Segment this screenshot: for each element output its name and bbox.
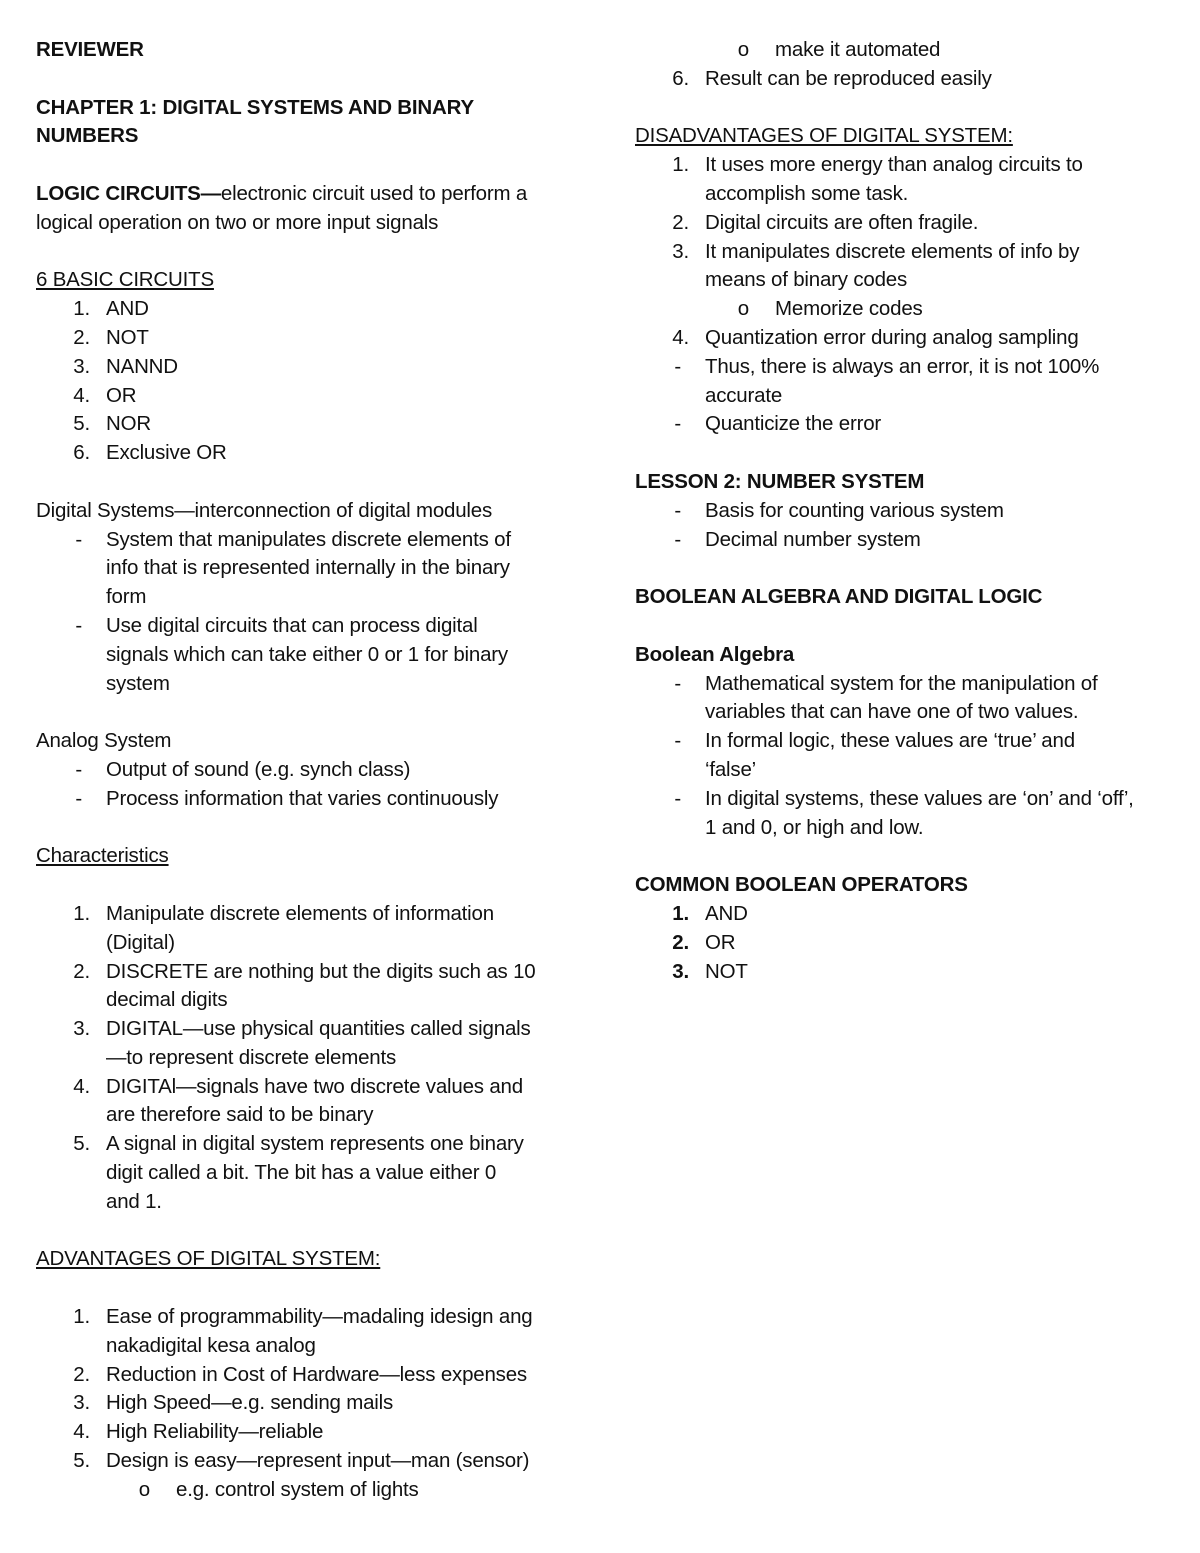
logic-circuits-definition (36, 180, 576, 209)
list-line: A signal in digital system represents one binary (106, 1132, 524, 1156)
bullet-item (635, 727, 1180, 785)
list-number: 2. (73, 1362, 90, 1386)
bullet-line: signals which can take either 0 or 1 for binary (106, 642, 508, 666)
bullet-marker: - (75, 613, 82, 637)
bullet-line: accurate (705, 383, 783, 407)
list-text: AND (106, 297, 149, 321)
list-text (106, 958, 576, 1016)
list-item (635, 65, 1180, 94)
logic-circuits-term: LOGIC CIRCUITS— (36, 181, 221, 205)
bullet-line: In formal logic, these values are ‘true’ and (705, 729, 1075, 753)
list-item (635, 958, 1180, 987)
list-text: Digital circuits are often fragile. (705, 210, 979, 234)
list-item (36, 958, 576, 1016)
sub-list-text: e.g. control system of lights (176, 1477, 419, 1501)
list-number: 3. (672, 959, 689, 983)
boolean-algebra-heading: BOOLEAN ALGEBRA AND DIGITAL LOGIC (635, 585, 1043, 609)
list-line: DIGITAL—use physical quantities called signals (106, 1017, 531, 1041)
list-item (36, 353, 576, 382)
bullet-line: system (106, 671, 170, 695)
list-line: are therefore said to be binary (106, 1103, 374, 1127)
bullet-text: Output of sound (e.g. synch class) (106, 757, 411, 781)
list-number: 1. (672, 901, 689, 925)
list-item (36, 1447, 576, 1476)
bullet-text (106, 612, 576, 698)
list-number: 4. (73, 1420, 90, 1444)
bullet-marker: - (75, 786, 82, 810)
bullet-marker: - (674, 498, 681, 522)
bullet-line: ‘false’ (705, 757, 757, 781)
list-item (36, 1303, 576, 1361)
analog-system-heading: Analog System (36, 729, 172, 753)
list-number: 3. (73, 1391, 90, 1415)
list-number: 3. (73, 354, 90, 378)
list-number: 1. (672, 153, 689, 177)
list-text: OR (106, 383, 137, 407)
list-item (635, 929, 1180, 958)
list-text: Exclusive OR (106, 441, 227, 465)
list-number: 1. (73, 297, 90, 321)
bullet-item (36, 785, 576, 814)
list-text: Design is easy—represent input—man (sensor) (106, 1449, 530, 1473)
list-item (36, 900, 576, 958)
list-number: 2. (73, 959, 90, 983)
bullet-marker: - (674, 729, 681, 753)
bullet-text (705, 670, 1180, 728)
list-line: and 1. (106, 1189, 162, 1213)
list-line: Ease of programmability—madaling idesign ang (106, 1305, 533, 1329)
lesson2-heading: LESSON 2: NUMBER SYSTEM (635, 469, 925, 493)
basic-circuits-heading: 6 BASIC CIRCUITS (36, 268, 214, 292)
list-item (36, 295, 576, 324)
list-item (635, 324, 1180, 353)
list-item (635, 151, 1180, 209)
list-text (106, 1130, 576, 1216)
list-text (106, 1303, 576, 1361)
bullet-item (635, 670, 1180, 728)
list-number: 6. (73, 441, 90, 465)
list-item (36, 382, 576, 411)
bullet-item (635, 526, 1180, 555)
bullet-text (705, 353, 1180, 411)
bullet-item (635, 785, 1180, 843)
bullet-marker: - (75, 757, 82, 781)
list-item (36, 439, 576, 468)
bullet-text: Quanticize the error (705, 412, 882, 436)
list-number: 4. (73, 383, 90, 407)
list-number: 2. (672, 210, 689, 234)
list-number: 6. (672, 66, 689, 90)
list-text: NOT (705, 959, 748, 983)
bullet-line: 1 and 0, or high and low. (705, 815, 924, 839)
chapter-heading: CHAPTER 1: DIGITAL SYSTEMS AND BINARY NUMBERS (36, 95, 474, 148)
list-number: 5. (73, 1132, 90, 1156)
list-number: 4. (73, 1074, 90, 1098)
bullet-text: Process information that varies continuously (106, 786, 499, 810)
list-text: Quantization error during analog sampling (705, 325, 1079, 349)
list-number: 3. (672, 239, 689, 263)
list-item (635, 238, 1180, 296)
list-line: It uses more energy than analog circuits to (705, 153, 1083, 177)
list-item (635, 209, 1180, 238)
sub-bullet-marker: o (737, 38, 749, 61)
list-number: 5. (73, 1449, 90, 1473)
list-item (36, 1015, 576, 1073)
list-number: 2. (672, 930, 689, 954)
list-item (36, 1130, 576, 1216)
bullet-marker: - (674, 786, 681, 810)
list-number: 3. (73, 1017, 90, 1041)
list-text: OR (705, 930, 736, 954)
list-text: High Reliability—reliable (106, 1420, 324, 1444)
boolean-algebra-subheading: Boolean Algebra (635, 642, 795, 666)
list-text (106, 900, 576, 958)
list-line: decimal digits (106, 988, 228, 1012)
bullet-text (705, 727, 1180, 785)
bullet-item (635, 353, 1180, 411)
sub-bullet-marker: o (737, 297, 749, 321)
bullet-marker: - (674, 354, 681, 378)
bullet-item (36, 756, 576, 785)
logic-circuits-def-line2: logical operation on two or more input signals (36, 210, 439, 234)
list-text (106, 1015, 576, 1073)
bullet-line: Use digital circuits that can process digital (106, 613, 478, 637)
list-line: —to represent discrete elements (106, 1045, 397, 1069)
list-item (36, 1361, 576, 1390)
list-line: Manipulate discrete elements of information (106, 901, 494, 925)
bullet-text: Basis for counting various system (705, 498, 1004, 522)
list-number: 4. (672, 325, 689, 349)
list-text: NOR (106, 412, 151, 436)
list-item (36, 410, 576, 439)
reviewer-title: REVIEWER (36, 38, 144, 61)
bullet-line: System that manipulates discrete elements of (106, 527, 511, 551)
list-line: DISCRETE are nothing but the digits such as 10 (106, 959, 536, 983)
sub-list-item (635, 36, 1180, 65)
list-text: Result can be reproduced easily (705, 66, 992, 90)
list-item (36, 1418, 576, 1447)
bullet-item (36, 612, 576, 698)
list-line: DIGITAl—signals have two discrete values and (106, 1074, 523, 1098)
list-number: 2. (73, 325, 90, 349)
list-text (705, 151, 1180, 209)
list-line: means of binary codes (705, 268, 908, 292)
bullet-line: Thus, there is always an error, it is not 100% (705, 354, 1100, 378)
list-text (705, 238, 1180, 296)
list-line: digit called a bit. The bit has a value either 0 (106, 1161, 497, 1185)
sub-list-item (36, 1476, 576, 1505)
list-item (635, 900, 1180, 929)
bullet-text (705, 785, 1180, 843)
advantages-heading: ADVANTAGES OF DIGITAL SYSTEM: (36, 1247, 381, 1271)
basic-circuits-list (36, 295, 576, 468)
bullet-item (635, 410, 1180, 439)
list-line: It manipulates discrete elements of info by (705, 239, 1080, 263)
sub-list-text: Memorize codes (775, 297, 923, 321)
list-number: 1. (73, 1305, 90, 1329)
sub-list-text: make it automated (775, 38, 941, 61)
sub-list-item (635, 295, 1180, 324)
list-text: AND (705, 901, 748, 925)
bullet-line: variables that can have one of two values. (705, 700, 1079, 724)
bullet-marker: - (674, 671, 681, 695)
disadvantages-heading: DISADVANTAGES OF DIGITAL SYSTEM: (635, 124, 1013, 148)
list-number: 1. (73, 901, 90, 925)
list-line: accomplish some task. (705, 181, 909, 205)
list-item (36, 1073, 576, 1131)
bullet-line: Mathematical system for the manipulation of (705, 671, 1098, 695)
right-column (635, 36, 1180, 986)
list-text: High Speed—e.g. sending mails (106, 1391, 394, 1415)
bullet-marker: - (674, 412, 681, 436)
common-operators-heading: COMMON BOOLEAN OPERATORS (635, 873, 968, 897)
bullet-line: info that is represented internally in the binary (106, 556, 510, 580)
bullet-text: Decimal number system (705, 527, 921, 551)
bullet-line: form (106, 585, 147, 609)
list-line: nakadigital kesa analog (106, 1333, 316, 1357)
bullet-item (36, 526, 576, 612)
left-column (36, 36, 576, 1505)
list-text: NOT (106, 325, 149, 349)
list-item (36, 1389, 576, 1418)
list-text: NANND (106, 354, 178, 378)
bullet-item (635, 497, 1180, 526)
list-line: (Digital) (106, 930, 175, 954)
bullet-marker: - (674, 527, 681, 551)
characteristics-heading: Characteristics (36, 844, 169, 868)
list-text (106, 1073, 576, 1131)
logic-circuits-def-line1: electronic circuit used to perform a (220, 181, 528, 205)
bullet-marker: - (75, 527, 82, 551)
list-text: Reduction in Cost of Hardware—less expenses (106, 1362, 527, 1386)
sub-bullet-marker: o (138, 1477, 150, 1501)
list-item (36, 324, 576, 353)
list-number: 5. (73, 412, 90, 436)
digital-systems-definition: Digital Systems—interconnection of digital modules (36, 498, 493, 522)
bullet-text (106, 526, 576, 612)
bullet-line: In digital systems, these values are ‘on’ and ‘off’, (705, 786, 1134, 810)
